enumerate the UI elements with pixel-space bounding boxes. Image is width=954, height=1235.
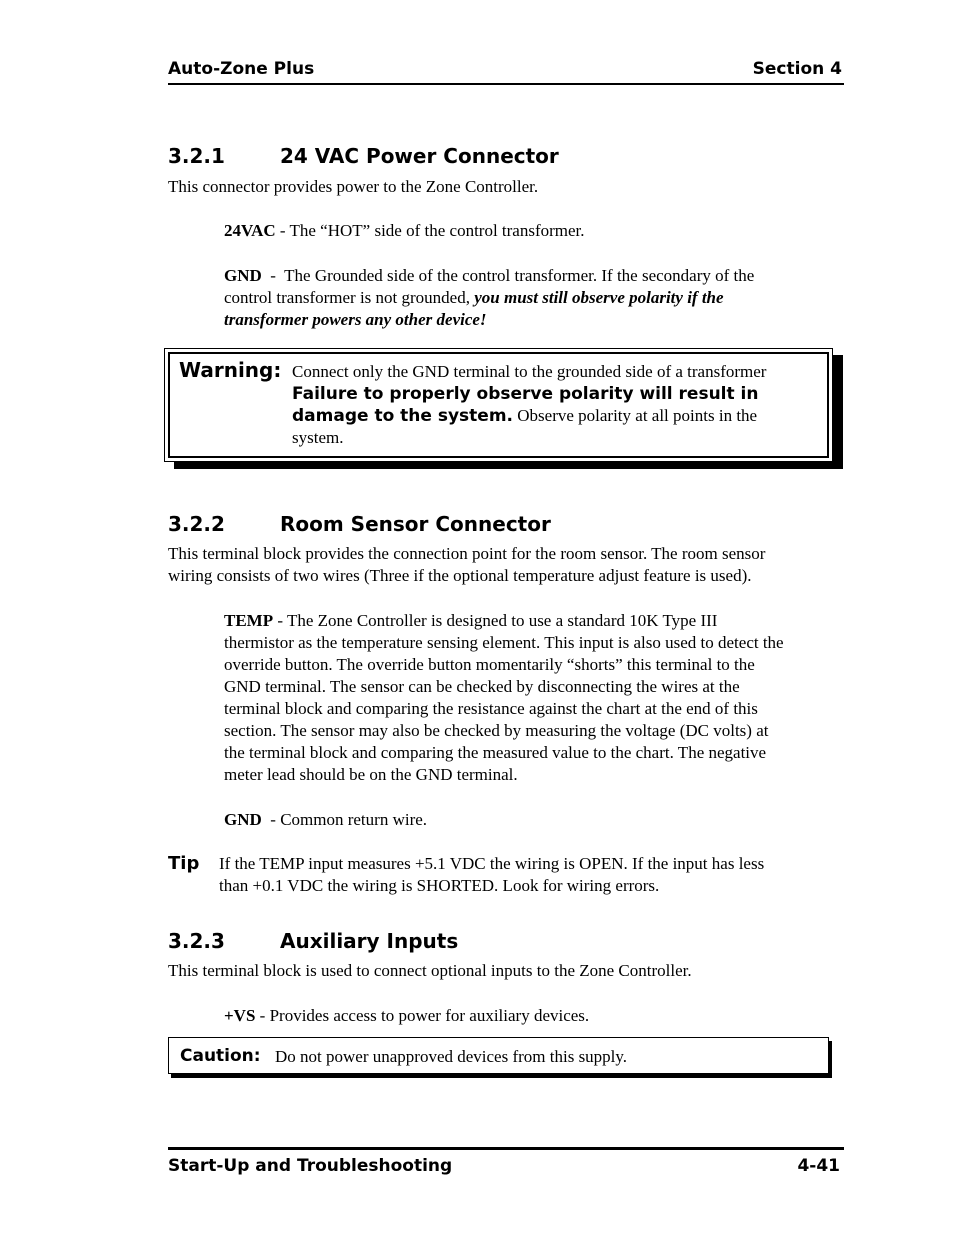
term-gnd	[224, 265, 754, 287]
term-label: 24VAC	[224, 221, 276, 240]
term-label: GND	[224, 266, 262, 285]
term-label: +VS	[224, 1006, 256, 1025]
temp-line8: meter lead should be on the GND terminal.	[224, 765, 518, 784]
term-text-line1: - The Grounded side of the control transformer. If the secondary of the	[261, 266, 755, 285]
term-gnd-common	[224, 809, 427, 831]
section-title: 24 VAC Power Connector	[280, 144, 559, 168]
tip-label: Tip	[168, 853, 200, 874]
term-text: - The Zone Controller is designed to use a standard 10K Type III	[273, 611, 718, 630]
page-number: 4-41	[797, 1156, 840, 1176]
section-intro: This connector provides power to the Zone Controller.	[168, 177, 539, 196]
temp-line7: the terminal block and comparing the measured value to the chart. The negative	[224, 743, 767, 762]
section-number: 3.2.1	[168, 144, 225, 168]
header-rule	[168, 83, 844, 85]
warning-line4: system.	[292, 428, 344, 447]
section-title: Auxiliary Inputs	[280, 929, 459, 953]
section-heading-3-2-3	[168, 929, 458, 953]
warning-line3-bold: damage to the system.	[292, 406, 513, 426]
section-intro-line1: This terminal block provides the connection point for the room sensor. The room sensor	[168, 544, 766, 563]
term-gnd-line2	[224, 287, 724, 309]
header-section: Section 4	[752, 59, 842, 79]
term-24vac	[224, 220, 585, 242]
term-gnd-line3	[224, 309, 487, 331]
section-heading-3-2-2	[168, 512, 551, 536]
temp-line3: override button. The override button momentarily “shorts” this terminal to the	[224, 655, 755, 674]
section-title: Room Sensor Connector	[280, 512, 551, 536]
temp-line4: GND terminal. The sensor can be checked by disconnecting the wires at the	[224, 677, 740, 696]
header-title: Auto-Zone Plus	[168, 59, 315, 79]
temp-line6: section. The sensor may also be checked by measuring the voltage (DC volts) at	[224, 721, 769, 740]
temp-line2: thermistor as the temperature sensing element. This input is also used to detect the	[224, 633, 784, 652]
section-number: 3.2.2	[168, 512, 225, 536]
term-text: - Provides access to power for auxiliary devices.	[255, 1006, 590, 1025]
term-label: GND	[224, 810, 262, 829]
warning-line1: Connect only the GND terminal to the grounded side of a transformer	[292, 362, 767, 381]
tip-line2: than +0.1 VDC the wiring is SHORTED. Look for wiring errors.	[219, 876, 660, 895]
term-temp	[224, 610, 717, 632]
warning-line3-plain: Observe polarity at all points in the	[513, 406, 758, 425]
term-text: - Common return wire.	[261, 810, 428, 829]
caution-label: Caution:	[180, 1046, 261, 1066]
term-emphasis-line3: transformer powers any other device!	[224, 310, 487, 329]
warning-label: Warning:	[179, 358, 282, 382]
warning-line2: Failure to properly observe polarity will result in	[292, 384, 759, 404]
term-label: TEMP	[224, 611, 274, 630]
section-intro: This terminal block is used to connect optional inputs to the Zone Controller.	[168, 961, 692, 980]
term-text: - The “HOT” side of the control transformer.	[275, 221, 585, 240]
section-intro-line2: wiring consists of two wires (Three if the optional temperature adjust feature is used).	[168, 566, 752, 585]
term-emphasis: you must still observe polarity if the	[474, 288, 724, 307]
section-number: 3.2.3	[168, 929, 225, 953]
section-heading-3-2-1	[168, 144, 559, 168]
warning-line3	[292, 405, 757, 427]
footer-chapter: Start-Up and Troubleshooting	[168, 1156, 453, 1176]
tip-line1: If the TEMP input measures +5.1 VDC the wiring is OPEN. If the input has less	[219, 854, 765, 873]
term-text-line2: control transformer is not grounded,	[224, 288, 475, 307]
caution-text: Do not power unapproved devices from this supply.	[275, 1047, 628, 1066]
term-vs	[224, 1005, 589, 1027]
footer-rule	[168, 1147, 844, 1150]
temp-line5: terminal block and comparing the resistance against the chart at the end of this	[224, 699, 758, 718]
